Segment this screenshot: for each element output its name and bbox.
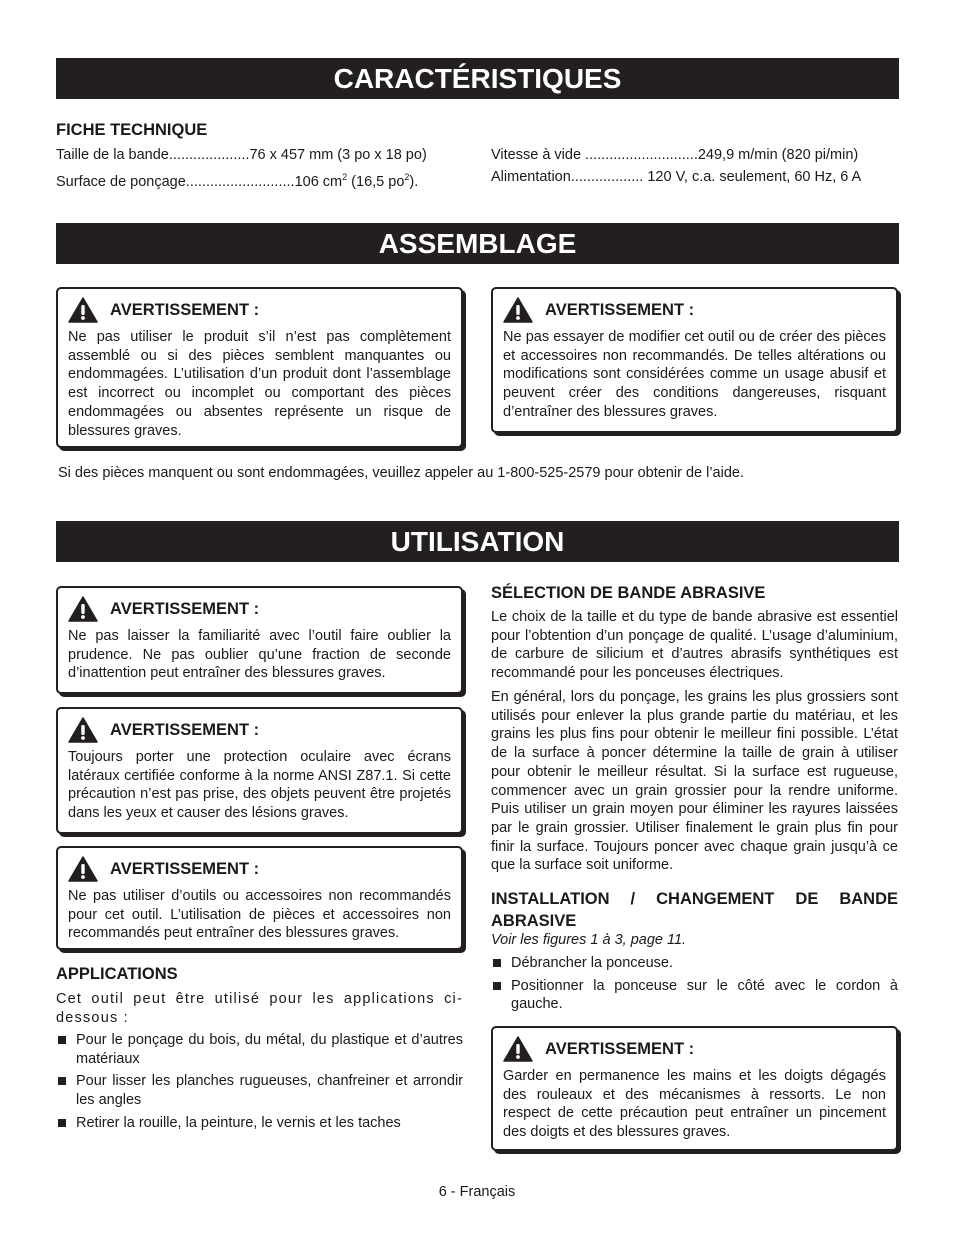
spec-label: Alimentation — [491, 169, 571, 185]
spec-value: 106 cm — [294, 173, 343, 190]
spec-value: 76 x 457 mm (3 po x 18 po) — [249, 147, 427, 163]
spec-alimentation — [491, 166, 861, 188]
warning-box-protection-oculaire — [56, 707, 463, 834]
spec-label: Vitesse à vide — [491, 147, 582, 163]
spec-sup: 2 — [404, 172, 410, 182]
list-item — [56, 1114, 463, 1133]
warning-box-mains-doigts — [491, 1026, 898, 1151]
assemblage-banner: ASSEMBLAGE — [56, 223, 899, 264]
spec-dots: ............................ — [585, 147, 698, 163]
installation-heading: INSTALLATION / CHANGEMENT DE BANDE ABRASIVE — [491, 890, 898, 930]
spec-dots: ........................... — [185, 173, 295, 190]
list-item-text: Pour le ponçage du bois, du métal, du plastique et d’autres matériaux — [76, 1032, 463, 1067]
warning-triangle-icon — [503, 1036, 533, 1062]
warning-triangle-icon — [68, 297, 98, 323]
spec-dots: .................. — [570, 169, 644, 185]
spec-sup: 2 — [342, 172, 348, 182]
warning-title — [68, 717, 259, 743]
installation-steps — [491, 954, 898, 1018]
warning-triangle-icon — [68, 717, 98, 743]
warning-box-assemblage-right — [491, 287, 898, 433]
spec-value-post: ). — [409, 173, 419, 190]
applications-intro: Cet outil peut être utilisé pour les applications ci-dessous : — [56, 991, 463, 1026]
warning-title — [503, 297, 694, 323]
list-item — [491, 977, 898, 1014]
utilisation-banner: UTILISATION — [56, 521, 899, 562]
selection-paragraph-1: Le choix de la taille et du type de bande abrasive est essentiel pour l’obtention d’un ponçage de qualité. L’usage d’aluminium, de carbure de silicium et d’autres abrasifs synthétiques est recommandé pour les ponceuses électriques. — [491, 609, 898, 682]
page-footer: 6 - Français — [438, 1184, 516, 1200]
warning-text: Ne pas essayer de modifier cet outil ou de créer des pièces et accessoires non recommandés. De telles altérations ou modifications sont considérées comme un usage abusif et peuvent créer des conditions dangereuses, risquant d’entraîner des blessures graves. — [503, 329, 886, 420]
list-item-text: Débrancher la ponceuse. — [511, 955, 674, 971]
spec-vitesse — [491, 144, 858, 166]
warning-text: Ne pas utiliser le produit s’il n’est pas complètement assemblé ou si des pièces semblent manquantes ou endommagées. L’utilisation d’un produit dont l’assemblage est incorrect ou incomplet ou comportant des pièces endommagées ou absentes représente un risque de blessures graves. — [68, 329, 451, 439]
list-item-text: Pour lisser les planches rugueuses, chanfreiner et arrondir les angles — [76, 1073, 463, 1109]
warning-triangle-icon — [68, 856, 98, 882]
list-item — [491, 954, 898, 973]
spec-label: Taille de la bande — [56, 147, 169, 163]
warning-triangle-icon — [68, 596, 98, 622]
warning-box-accessoires — [56, 846, 463, 950]
warning-text: Ne pas laisser la familiarité avec l’outil faire oublier la prudence. Ne pas oublier qu’une fraction de seconde d’inattention peut entraîner des blessures graves. — [68, 628, 451, 682]
spec-surface-poncage — [56, 166, 418, 193]
spec-label: Surface de ponçage — [56, 173, 186, 190]
installation-reference: Voir les figures 1 à 3, page 11. — [491, 932, 687, 948]
warning-text: Toujours porter une protection oculaire avec écrans latéraux certifiée conforme à la norme ANSI Z87.1. Si cette précaution n’est pas prise, des objets peuvent être projetés dans les yeux et causer des lésions graves. — [68, 749, 451, 822]
spec-value-mid: (16,5 po — [347, 173, 405, 190]
warning-title — [68, 297, 259, 323]
warning-box-assemblage-left — [56, 287, 463, 448]
spec-dots: .................... — [168, 147, 250, 163]
warning-label: AVERTISSEMENT : — [110, 859, 260, 878]
selection-heading: SÉLECTION DE BANDE ABRASIVE — [491, 584, 766, 602]
selection-paragraph-2: En général, lors du ponçage, les grains les plus grossiers sont utilisés pour enlever la plus grande partie du matériau, et les grains les plus fins pour obtenir le meilleur fini possible. L’état de la surface à poncer détermine la taille de grain à utiliser pour obtenir le meilleur résultat. Si la surface est rugueuse, commencer avec un grain grossier pour la rendre uniforme. Puis utiliser un grain moyen pour éliminer les rayures laissées par le grain grossier. Utiliser finalement le grain plus fin pour finir la surface. Toujours poncer avec chaque grain jusqu’à ce que la surface soit uniforme. — [491, 689, 898, 874]
bullet-icon — [493, 982, 501, 990]
warning-title — [503, 1036, 694, 1062]
list-item-text: Retirer la rouille, la peinture, le vernis et les taches — [76, 1114, 401, 1131]
list-item — [56, 1072, 463, 1109]
caracteristiques-banner: CARACTÉRISTIQUES — [56, 58, 899, 99]
bullet-icon — [493, 959, 501, 967]
spec-taille-bande — [56, 144, 427, 166]
applications-list — [56, 1031, 463, 1137]
help-text: Si des pièces manquent ou sont endommagées, veuillez appeler au 1-800-525-2579 pour obtenir de l’aide. — [58, 465, 744, 481]
warning-label: AVERTISSEMENT : — [110, 720, 260, 739]
warning-title — [68, 856, 259, 882]
warning-label: AVERTISSEMENT : — [545, 1039, 695, 1058]
warning-text: Ne pas utiliser d’outils ou accessoires non recommandés pour cet outil. L’utilisation de pièces et accessoires non recommandés peut entraîner des blessures graves. — [68, 888, 451, 942]
bullet-icon — [58, 1119, 66, 1127]
warning-box-familiarite — [56, 586, 463, 694]
warning-label: AVERTISSEMENT : — [545, 300, 695, 319]
warning-label: AVERTISSEMENT : — [110, 599, 260, 618]
warning-text: Garder en permanence les mains et les doigts dégagés des rouleaux et des mécanismes à ressorts. Le non respect de cette précaution peut entraîner un pincement des doigts et des blessures graves. — [503, 1068, 886, 1141]
warning-title — [68, 596, 259, 622]
list-item-text: Positionner la ponceuse sur le côté avec le cordon à gauche. — [511, 977, 898, 1013]
fiche-technique-heading: FICHE TECHNIQUE — [56, 121, 208, 139]
applications-heading: APPLICATIONS — [56, 965, 178, 983]
spec-value: 120 V, c.a. seulement, 60 Hz, 6 A — [647, 169, 862, 185]
warning-triangle-icon — [503, 297, 533, 323]
warning-label: AVERTISSEMENT : — [110, 300, 260, 319]
bullet-icon — [58, 1077, 66, 1085]
spec-value: 249,9 m/min (820 pi/min) — [697, 147, 859, 163]
list-item — [56, 1031, 463, 1068]
bullet-icon — [58, 1036, 66, 1044]
